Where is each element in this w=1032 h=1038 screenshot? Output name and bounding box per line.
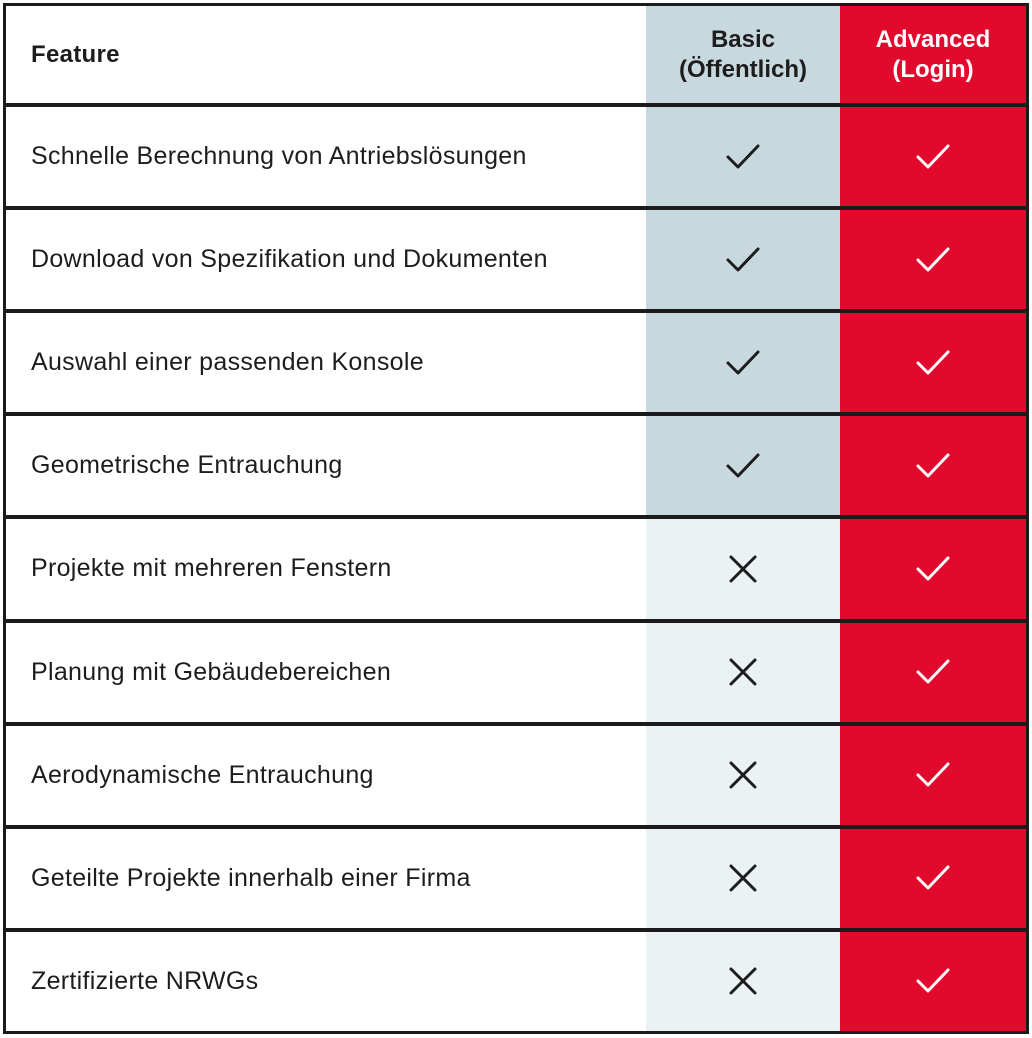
feature-cell bbox=[6, 726, 646, 825]
advanced-cell bbox=[840, 107, 1026, 206]
advanced-cell bbox=[840, 932, 1026, 1031]
basic-cell bbox=[646, 623, 840, 722]
basic-cell bbox=[646, 313, 840, 412]
feature-label: Geometrische Entrauchung bbox=[31, 451, 343, 480]
advanced-header-subtitle: (Login) bbox=[892, 55, 974, 83]
basic-column-header bbox=[646, 6, 840, 103]
basic-cell bbox=[646, 210, 840, 309]
feature-header-label: Feature bbox=[31, 40, 120, 68]
check-icon bbox=[725, 348, 761, 378]
check-icon bbox=[915, 451, 951, 481]
basic-cell bbox=[646, 519, 840, 618]
check-icon bbox=[725, 142, 761, 172]
advanced-header-title: Advanced bbox=[875, 25, 991, 53]
advanced-cell bbox=[840, 519, 1026, 618]
feature-label: Projekte mit mehreren Fenstern bbox=[31, 554, 392, 583]
advanced-cell bbox=[840, 623, 1026, 722]
feature-label: Zertifizierte NRWGs bbox=[31, 966, 259, 995]
basic-cell bbox=[646, 829, 840, 928]
check-icon bbox=[915, 554, 951, 584]
cross-icon bbox=[728, 657, 758, 687]
basic-cell bbox=[646, 932, 840, 1031]
feature-label: Download von Spezifikation und Dokumenten bbox=[31, 245, 548, 274]
feature-cell bbox=[6, 829, 646, 928]
check-icon bbox=[915, 657, 951, 687]
check-icon bbox=[915, 966, 951, 996]
advanced-cell bbox=[840, 726, 1026, 825]
feature-column-header bbox=[6, 6, 646, 103]
feature-cell bbox=[6, 313, 646, 412]
feature-cell bbox=[6, 932, 646, 1031]
basic-header-subtitle: (Öffentlich) bbox=[679, 55, 807, 83]
cross-icon bbox=[728, 863, 758, 893]
advanced-cell bbox=[840, 829, 1026, 928]
feature-label: Planung mit Gebäudebereichen bbox=[31, 657, 392, 686]
feature-cell bbox=[6, 107, 646, 206]
feature-label: Schnelle Berechnung von Antriebslösungen bbox=[31, 142, 527, 171]
check-icon bbox=[915, 863, 951, 893]
check-icon bbox=[915, 348, 951, 378]
basic-cell bbox=[646, 726, 840, 825]
check-icon bbox=[915, 245, 951, 275]
check-icon bbox=[915, 142, 951, 172]
feature-label: Aerodynamische Entrauchung bbox=[31, 760, 374, 789]
check-icon bbox=[725, 451, 761, 481]
feature-cell bbox=[6, 210, 646, 309]
check-icon bbox=[725, 245, 761, 275]
feature-cell bbox=[6, 519, 646, 618]
advanced-cell bbox=[840, 313, 1026, 412]
feature-comparison-table bbox=[3, 3, 1029, 1034]
check-icon bbox=[915, 760, 951, 790]
basic-cell bbox=[646, 416, 840, 515]
feature-label: Auswahl einer passenden Konsole bbox=[31, 348, 424, 377]
cross-icon bbox=[728, 554, 758, 584]
feature-cell bbox=[6, 623, 646, 722]
advanced-cell bbox=[840, 416, 1026, 515]
cross-icon bbox=[728, 760, 758, 790]
basic-header-title: Basic bbox=[710, 25, 776, 53]
cross-icon bbox=[728, 966, 758, 996]
basic-cell bbox=[646, 107, 840, 206]
feature-cell bbox=[6, 416, 646, 515]
advanced-cell bbox=[840, 210, 1026, 309]
advanced-column-header bbox=[840, 6, 1026, 103]
feature-label: Geteilte Projekte innerhalb einer Firma bbox=[31, 863, 471, 892]
